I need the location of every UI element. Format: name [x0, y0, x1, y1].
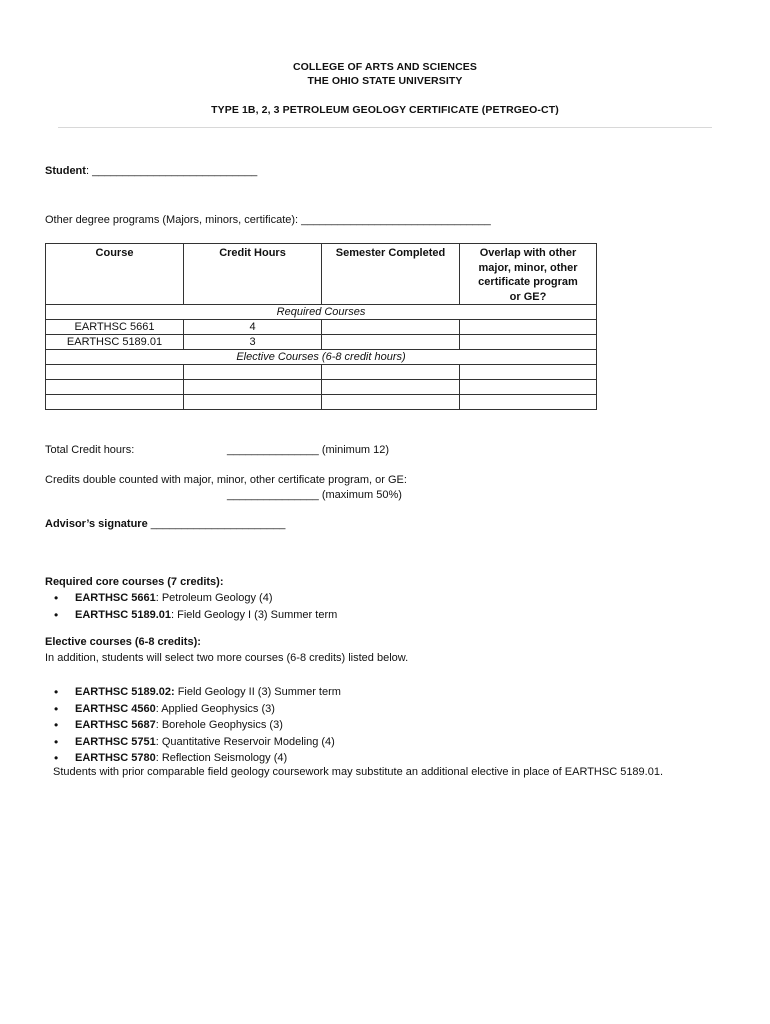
advisor-line — [45, 518, 285, 530]
course-desc: : Reflection Seismology (4) — [155, 752, 288, 764]
overlap-cell[interactable] — [460, 335, 597, 350]
list-item — [45, 717, 341, 734]
list-item — [45, 590, 337, 607]
course-cell: EARTHSC 5189.01 — [46, 335, 184, 350]
credit-cell[interactable] — [184, 365, 322, 380]
course-code: EARTHSC 5189.01 — [75, 608, 171, 621]
list-item — [45, 734, 341, 751]
total-credit-field[interactable]: _______________ (minimum 12) — [227, 444, 390, 456]
course-code: EARTHSC 5687 — [75, 719, 156, 731]
list-item — [45, 750, 341, 767]
col-header-overlap: Overlap with other major, minor, other certificate program or GE? — [460, 244, 597, 305]
elective-section-row — [46, 350, 597, 365]
col-header-semester: Semester Completed — [322, 244, 460, 305]
course-table — [45, 243, 597, 410]
double-counted-field[interactable]: _______________ (maximum 50%) — [227, 489, 402, 501]
elective-courses-label: Elective Courses (6-8 credit hours) — [46, 350, 597, 365]
table-row — [46, 335, 597, 350]
course-code: EARTHSC 5189.02: — [75, 686, 175, 698]
elective-course-list — [45, 684, 341, 767]
advisor-signature-field[interactable]: ______________________ — [147, 518, 286, 530]
course-code: EARTHSC 5780 — [75, 752, 156, 764]
credit-cell[interactable] — [184, 380, 322, 395]
course-cell[interactable] — [46, 365, 184, 380]
col-header-credit-hours: Credit Hours — [184, 244, 322, 305]
table-row — [46, 365, 597, 380]
course-cell[interactable] — [46, 395, 184, 410]
table-header-row — [46, 244, 597, 305]
table-row — [46, 320, 597, 335]
elective-intro: In addition, students will select two more courses (6-8 credits) listed below. — [45, 652, 409, 664]
overlap-cell[interactable] — [460, 320, 597, 335]
course-code: EARTHSC 5751 — [75, 735, 156, 748]
semester-cell[interactable] — [322, 335, 460, 350]
list-item — [45, 701, 341, 718]
course-desc: : Petroleum Geology (4) — [155, 592, 273, 604]
semester-cell[interactable] — [322, 395, 460, 410]
credit-cell[interactable] — [184, 395, 322, 410]
course-code: EARTHSC 5661 — [75, 592, 156, 604]
required-courses-label: Required Courses — [46, 305, 597, 320]
other-programs-field[interactable]: Other degree programs (Majors, minors, certificate): _______________________________ — [45, 214, 491, 226]
course-desc: Field Geology II (3) Summer term — [174, 686, 341, 698]
elective-heading: Elective courses (6-8 credits): — [45, 636, 201, 648]
table-row — [46, 380, 597, 395]
required-section-row — [46, 305, 597, 320]
student-line — [45, 165, 257, 177]
course-code: EARTHSC 4560 — [75, 702, 156, 715]
course-desc: : Quantitative Reservoir Modeling (4) — [155, 735, 335, 748]
semester-cell[interactable] — [322, 320, 460, 335]
course-cell: EARTHSC 5661 — [46, 320, 184, 335]
semester-cell[interactable] — [322, 380, 460, 395]
overlap-cell[interactable] — [460, 365, 597, 380]
list-item — [45, 607, 337, 624]
header-divider — [58, 127, 712, 128]
list-item — [45, 684, 341, 701]
required-course-list — [45, 590, 337, 623]
substitution-note: Students with prior comparable field geology coursework may substitute an additional elective in place of EARTHSC 5189.01. — [53, 766, 664, 778]
student-label: Student — [45, 165, 86, 177]
student-field[interactable]: : ___________________________ — [85, 165, 258, 177]
course-desc: : Borehole Geophysics (3) — [155, 719, 283, 731]
required-heading: Required core courses (7 credits): — [45, 576, 224, 588]
credit-cell: 3 — [184, 335, 322, 350]
certificate-title: TYPE 1B, 2, 3 PETROLEUM GEOLOGY CERTIFICATE (PETRGEO-CT) — [211, 104, 559, 116]
col-header-course: Course — [46, 244, 184, 305]
overlap-cell[interactable] — [460, 380, 597, 395]
total-credit-label: Total Credit hours: — [45, 444, 135, 456]
university-name: THE OHIO STATE UNIVERSITY — [307, 75, 463, 87]
college-name: COLLEGE OF ARTS AND SCIENCES — [292, 61, 478, 73]
course-desc: : Field Geology I (3) Summer term — [171, 608, 338, 621]
semester-cell[interactable] — [322, 365, 460, 380]
course-cell[interactable] — [46, 380, 184, 395]
overlap-cell[interactable] — [460, 395, 597, 410]
course-desc: : Applied Geophysics (3) — [155, 702, 275, 715]
credit-cell: 4 — [184, 320, 322, 335]
advisor-label: Advisor’s signature — [45, 518, 148, 530]
table-row — [46, 395, 597, 410]
double-counted-label: Credits double counted with major, minor, other certificate program, or GE: — [45, 474, 407, 486]
